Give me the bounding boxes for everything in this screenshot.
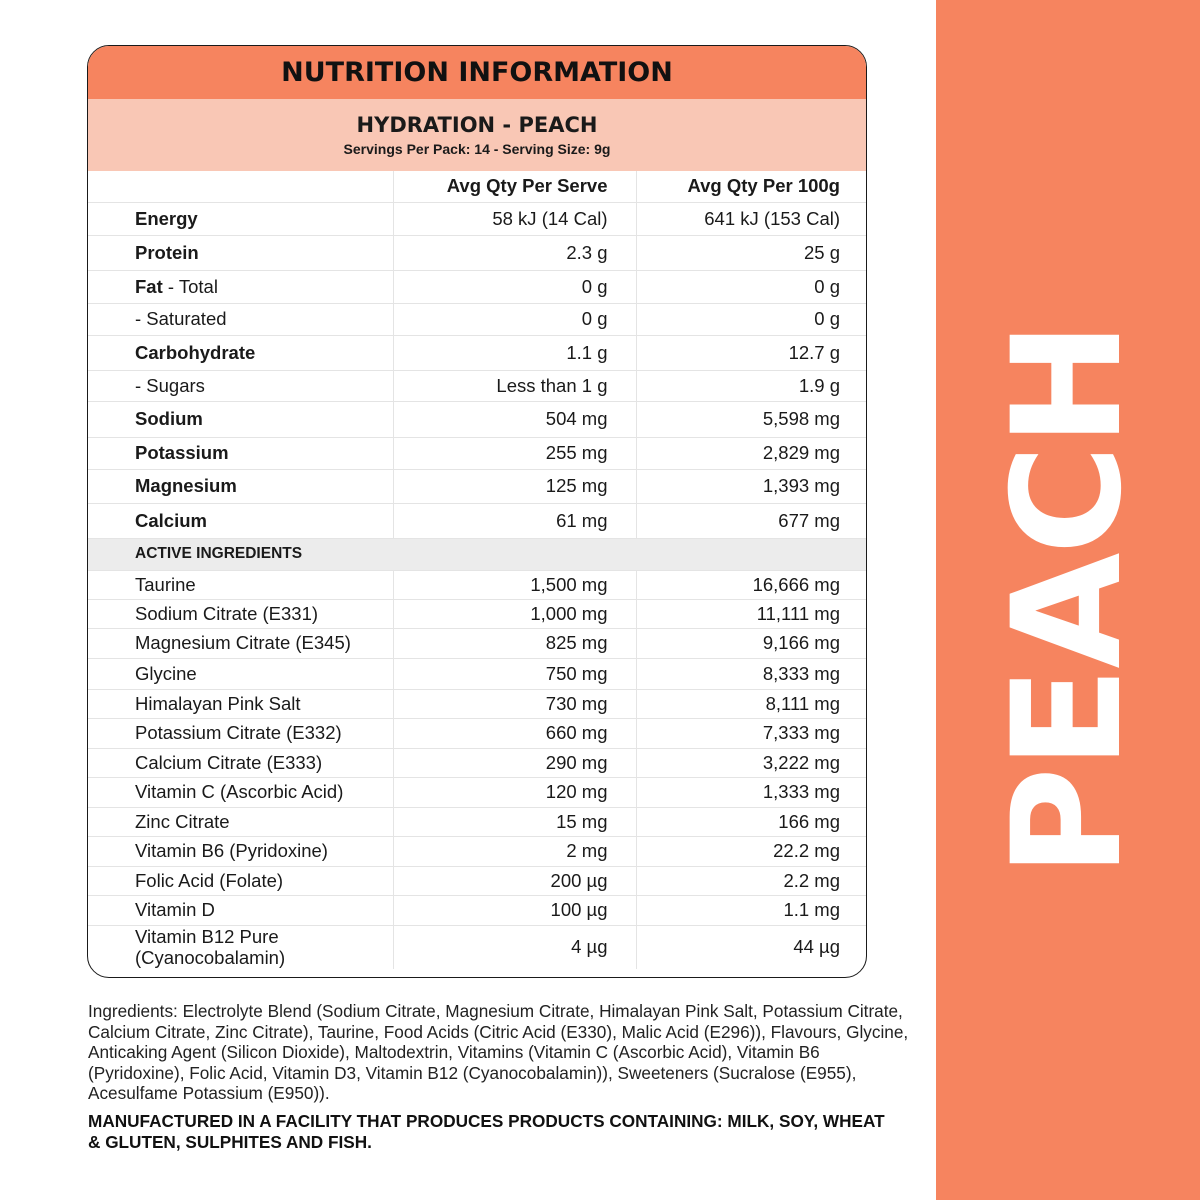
nutrient-per-serve: 0 g	[393, 303, 636, 335]
nutrient-per-100g: 0 g	[636, 303, 866, 335]
nutrient-per-serve: Less than 1 g	[393, 370, 636, 401]
nutrient-per-serve: 0 g	[393, 270, 636, 303]
nutrient-name	[88, 202, 393, 235]
nutrient-label: Magnesium	[135, 475, 237, 496]
nutrient-label: Potassium	[135, 442, 229, 463]
nutrient-row	[88, 503, 866, 538]
active-ingredient-row	[88, 925, 866, 969]
nutrient-row	[88, 469, 866, 503]
nutrient-per-100g: 25 g	[636, 235, 866, 270]
active-ingredient-per-100g: 16,666 mg	[636, 570, 866, 599]
nutrient-per-serve: 255 mg	[393, 437, 636, 469]
nutrient-label: Protein	[135, 241, 199, 263]
active-ingredient-name: Calcium Citrate (E333)	[88, 748, 393, 777]
active-ingredient-per-100g: 9,166 mg	[636, 628, 866, 658]
active-ingredient-per-100g: 11,111 mg	[636, 599, 866, 628]
active-ingredient-row	[88, 777, 866, 807]
nutrient-row	[88, 270, 866, 303]
active-ingredient-name: Vitamin B12 Pure (Cyanocobalamin)	[88, 925, 393, 969]
header-per-100g: Avg Qty Per 100g	[636, 171, 866, 202]
nutrient-row	[88, 202, 866, 235]
active-ingredients-header-row	[88, 538, 866, 570]
active-ingredient-row	[88, 570, 866, 599]
active-ingredient-name: Vitamin C (Ascorbic Acid)	[88, 777, 393, 807]
active-ingredient-per-100g: 44 µg	[793, 936, 840, 958]
nutrient-per-serve: 125 mg	[393, 469, 636, 503]
nutrient-label-suffix: - Total	[162, 275, 218, 297]
active-ingredient-name: Taurine	[88, 570, 393, 599]
active-ingredient-per-serve: 730 mg	[393, 689, 636, 718]
active-ingredient-per-serve: 750 mg	[393, 658, 636, 689]
nutrient-per-100g: 1.9 g	[636, 370, 866, 401]
active-ingredients-heading: ACTIVE INGREDIENTS	[88, 538, 866, 570]
active-ingredient-name: Zinc Citrate	[88, 807, 393, 836]
active-ingredient-row	[88, 628, 866, 658]
nutrient-name	[88, 270, 393, 303]
active-ingredient-row	[88, 718, 866, 748]
active-ingredient-row	[88, 658, 866, 689]
nutrient-label: Sodium	[135, 408, 203, 429]
active-ingredient-per-serve: 2 mg	[393, 836, 636, 866]
active-ingredient-per-serve: 4 µg	[393, 925, 636, 969]
active-ingredient-row	[88, 689, 866, 718]
nutrient-name	[88, 401, 393, 437]
nutrition-table	[88, 171, 866, 969]
nutrient-label: Calcium	[135, 509, 207, 531]
active-ingredient-row	[88, 866, 866, 895]
active-ingredient-row	[88, 748, 866, 777]
nutrient-label: - Sugars	[135, 374, 205, 396]
active-ingredient-per-serve: 825 mg	[393, 628, 636, 658]
nutrient-per-serve: 1.1 g	[393, 335, 636, 370]
active-ingredient-per-100g: 1,333 mg	[636, 777, 866, 807]
allergen-warning: MANUFACTURED IN A FACILITY THAT PRODUCES PRODUCTS CONTAINING: MILK, SOY, WHEAT & GLUTEN, SULPHITES AND FISH.	[88, 1111, 885, 1152]
nutrient-row	[88, 370, 866, 401]
product-header	[88, 99, 866, 171]
active-ingredient-per-serve: 1,500 mg	[393, 570, 636, 599]
product-name: HYDRATION - PEACH	[356, 113, 598, 137]
table-header-row	[88, 171, 866, 202]
active-ingredient-name: Glycine	[88, 658, 393, 689]
nutrient-row	[88, 401, 866, 437]
nutrient-per-100g: 2,829 mg	[636, 437, 866, 469]
active-ingredient-per-serve: 200 µg	[393, 866, 636, 895]
nutrient-per-100g: 1,393 mg	[636, 469, 866, 503]
nutrient-label: Energy	[135, 207, 198, 229]
nutrient-per-100g: 677 mg	[636, 503, 866, 538]
nutrient-row	[88, 235, 866, 270]
nutrient-per-serve: 504 mg	[393, 401, 636, 437]
header-blank	[88, 171, 393, 202]
nutrient-row	[88, 437, 866, 469]
active-ingredient-per-serve: 100 µg	[393, 895, 636, 925]
active-ingredient-per-100g: 166 mg	[636, 807, 866, 836]
nutrient-per-serve: 2.3 g	[393, 235, 636, 270]
nutrient-per-100g: 5,598 mg	[636, 401, 866, 437]
nutrient-per-serve: 61 mg	[393, 503, 636, 538]
nutrient-label: - Saturated	[135, 308, 227, 329]
nutrient-name	[88, 370, 393, 401]
active-ingredient-per-serve: 15 mg	[393, 807, 636, 836]
flavour-name: PEACH	[981, 322, 1155, 878]
active-ingredient-per-100g: 2.2 mg	[636, 866, 866, 895]
nutrient-name	[88, 503, 393, 538]
active-ingredient-per-100g: 7,333 mg	[636, 718, 866, 748]
active-ingredient-name: Himalayan Pink Salt	[88, 689, 393, 718]
active-ingredient-per-100g: 8,111 mg	[636, 689, 866, 718]
nutrient-name	[88, 437, 393, 469]
active-ingredient-row	[88, 807, 866, 836]
active-ingredient-per-100g: 22.2 mg	[636, 836, 866, 866]
header-per-serve: Avg Qty Per Serve	[393, 171, 636, 202]
active-ingredient-row	[88, 599, 866, 628]
active-ingredient-per-100g: 1.1 mg	[636, 895, 866, 925]
active-ingredient-name: Sodium Citrate (E331)	[88, 599, 393, 628]
nutrient-label: Carbohydrate	[135, 341, 256, 363]
active-ingredient-name: Magnesium Citrate (E345)	[88, 628, 393, 658]
nutrition-panel	[87, 45, 867, 978]
flavour-side-banner	[936, 0, 1200, 1200]
active-ingredient-per-100g: 3,222 mg	[636, 748, 866, 777]
active-ingredient-name: Vitamin B6 (Pyridoxine)	[88, 836, 393, 866]
active-ingredient-row	[88, 895, 866, 925]
ingredients-list: Ingredients: Electrolyte Blend (Sodium Citrate, Magnesium Citrate, Himalayan Pink Salt, Potassium Citrate, Calcium Citrate, Zinc Citrate), Taurine, Food Acids (Citric Acid (E330), Malic Acid (E296)), Flavours, Glycine, Anticaking Agent (Silicon Dioxide), Maltodextrin, Vitamins (Vitamin C (Ascorbic Acid), Vitamin B6 (Pyridoxine), Folic Acid, Vitamin D3, Vitamin B12 (Cyanocobalamin)), Sweeteners (Sucralose (E955), Acesulfame Potassium (E950)).	[88, 1001, 909, 1103]
nutrient-per-serve: 58 kJ (14 Cal)	[393, 202, 636, 235]
active-ingredient-name: Folic Acid (Folate)	[88, 866, 393, 895]
nutrient-label: Fat	[135, 275, 163, 297]
active-ingredient-row	[88, 836, 866, 866]
nutrient-name	[88, 235, 393, 270]
active-ingredient-per-100g: 8,333 mg	[636, 658, 866, 689]
nutrient-row	[88, 335, 866, 370]
nutrient-per-100g: 641 kJ (153 Cal)	[636, 202, 866, 235]
nutrient-name	[88, 335, 393, 370]
nutrient-name	[88, 303, 393, 335]
active-ingredient-name: Vitamin D	[88, 895, 393, 925]
panel-title: NUTRITION INFORMATION	[88, 46, 866, 99]
active-ingredient-per-serve: 660 mg	[393, 718, 636, 748]
nutrient-per-100g: 12.7 g	[636, 335, 866, 370]
active-ingredient-per-serve: 120 mg	[393, 777, 636, 807]
serving-info: Servings Per Pack: 14 - Serving Size: 9g	[343, 141, 611, 157]
active-ingredient-name: Potassium Citrate (E332)	[88, 718, 393, 748]
nutrient-per-100g: 0 g	[636, 270, 866, 303]
nutrient-row	[88, 303, 866, 335]
active-ingredient-per-serve: 290 mg	[393, 748, 636, 777]
nutrient-name	[88, 469, 393, 503]
active-ingredient-per-serve: 1,000 mg	[393, 599, 636, 628]
